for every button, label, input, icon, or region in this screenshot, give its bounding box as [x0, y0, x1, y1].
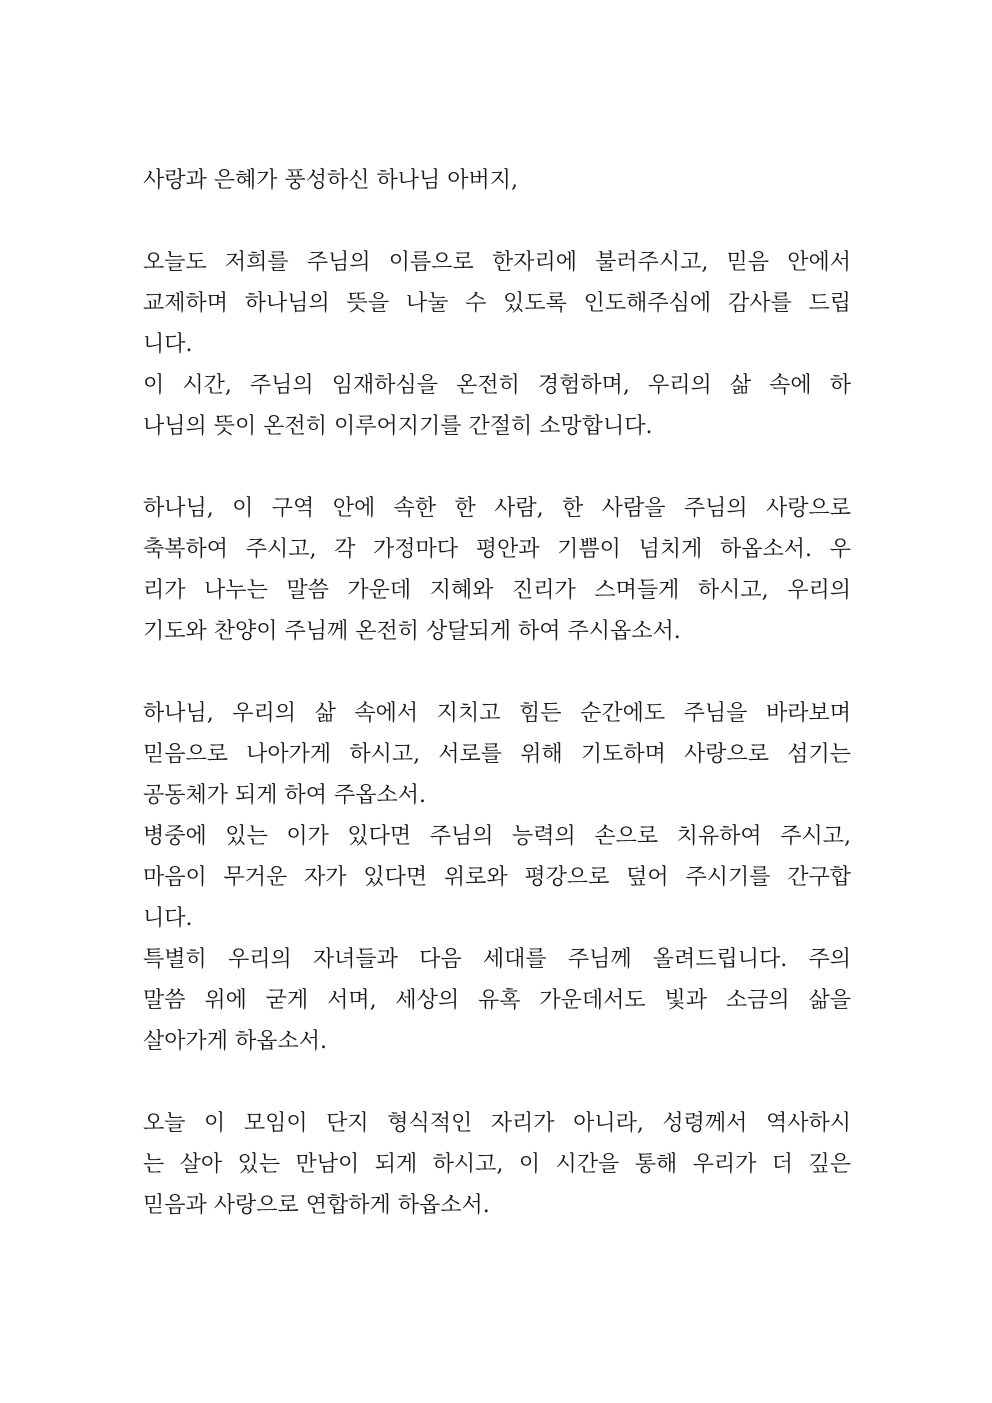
text-line: 믿음으로 나아가게 하시고, 서로를 위해 기도하며 사랑으로 섬기는 — [143, 742, 851, 767]
text-line: 교제하며 하나님의 뜻을 나눌 수 있도록 인도해주심에 감사를 드립 — [143, 291, 851, 316]
paragraph-1 — [143, 242, 851, 447]
paragraph-gap — [143, 447, 851, 488]
text-line: 니다. — [143, 906, 193, 931]
paragraph-gap — [143, 201, 851, 242]
text-line: 리가 나누는 말씀 가운데 지혜와 진리가 스며들게 하시고, 우리의 — [143, 578, 851, 603]
text-line: 기도와 찬양이 주님께 온전히 상달되게 하여 주시옵소서. — [143, 619, 681, 644]
text-line: 믿음과 사랑으로 연합하게 하옵소서. — [143, 1193, 490, 1218]
text-line: 오늘 이 모임이 단지 형식적인 자리가 아니라, 성령께서 역사하시 — [143, 1111, 851, 1136]
text-line: 공동체가 되게 하여 주옵소서. — [143, 783, 426, 808]
text-line: 살아가게 하옵소서. — [143, 1029, 328, 1054]
text-line: 병중에 있는 이가 있다면 주님의 능력의 손으로 치유하여 주시고, — [143, 824, 851, 849]
text-line: 말씀 위에 굳게 서며, 세상의 유혹 가운데서도 빛과 소금의 삶을 — [143, 988, 851, 1013]
text-line: 이 시간, 주님의 임재하심을 온전히 경험하며, 우리의 삶 속에 하 — [143, 373, 851, 398]
paragraph-gap — [143, 652, 851, 693]
text-line: 특별히 우리의 자녀들과 다음 세대를 주님께 올려드립니다. 주의 — [143, 947, 851, 972]
text-line: 는 살아 있는 만남이 되게 하시고, 이 시간을 통해 우리가 더 깊은 — [143, 1152, 851, 1177]
text-line: 니다. — [143, 332, 193, 357]
text-line: 하나님, 우리의 삶 속에서 지치고 힘든 순간에도 주님을 바라보며 — [143, 701, 851, 726]
text-line: 하나님, 이 구역 안에 속한 한 사람, 한 사람을 주님의 사랑으로 — [143, 496, 851, 521]
paragraph-2 — [143, 488, 851, 652]
paragraph-4 — [143, 1103, 851, 1226]
text-line: 마음이 무거운 자가 있다면 위로와 평강으로 덮어 주시기를 간구합 — [143, 865, 851, 890]
text-line: 오늘도 저희를 주님의 이름으로 한자리에 불러주시고, 믿음 안에서 — [143, 250, 851, 275]
greeting-line: 사랑과 은혜가 풍성하신 하나님 아버지, — [143, 168, 518, 193]
text-line: 축복하여 주시고, 각 가정마다 평안과 기쁨이 넘치게 하옵소서. 우 — [143, 537, 851, 562]
paragraph-gap — [143, 1062, 851, 1103]
paragraph-3 — [143, 693, 851, 1062]
text-line: 나님의 뜻이 온전히 이루어지기를 간절히 소망합니다. — [143, 414, 653, 439]
prayer-text — [143, 160, 851, 1226]
